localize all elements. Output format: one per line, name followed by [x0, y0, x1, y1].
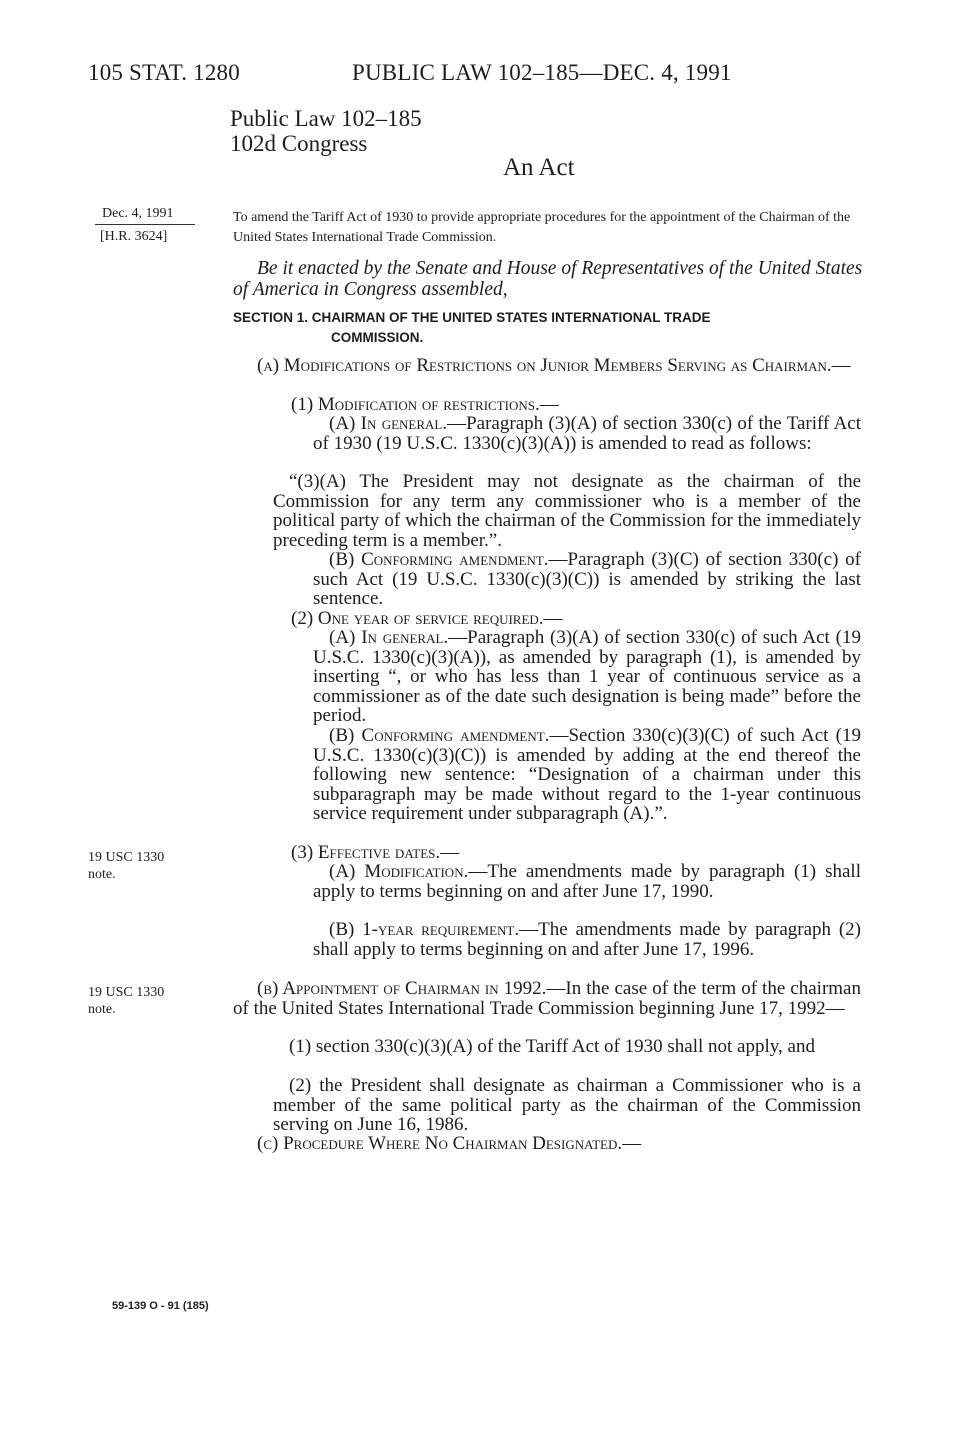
- subparagraph-a3B-head: (B) 1-year requirement.: [329, 919, 520, 940]
- subsection-b-head: (b) Appointment of Chairman in 1992.: [257, 978, 547, 999]
- subparagraph-a3A-head: (A) Modification.: [329, 861, 469, 882]
- paragraph-a1-heading: (1) Modification of restrictions.—: [291, 394, 559, 415]
- margin-divider: [95, 224, 195, 225]
- subparagraph-a2B-text: —Section 330(c)(3)(C) of such Act (19 U.S.C. 1330(c)(3)(C)) is amended by adding at the end thereof the following new sentence: “Designation of a chairman under this subparagraph may be made without regard to the 1-year continuous service requirement under subparagraph (A).”.: [313, 725, 861, 824]
- margin-note-2-line2: note.: [88, 1002, 116, 1017]
- subparagraph-a3A-text: —The amendments made by paragraph (1) shall apply to terms beginning on and after June 17, 1990.: [313, 861, 861, 902]
- paragraph-a2-heading: (2) One year of service required.—: [291, 608, 563, 629]
- paragraph-b2: (2) the President shall designate as chairman a Commissioner who is a member of the same political party as the chairman of the Commission serving on June 16, 1986.: [273, 1075, 861, 1135]
- subsection-a-heading: (a) Modifications of Restrictions on Junior Members Serving as Chairman.—: [257, 355, 851, 376]
- section-1-heading-line2: COMMISSION.: [331, 330, 424, 345]
- subparagraph-a3B-text: —The amendments made by paragraph (2) shall apply to terms beginning on and after June 17, 1996.: [313, 919, 862, 960]
- subsection-c-heading: (c) Procedure Where No Chairman Designated.—: [257, 1133, 642, 1154]
- subparagraph-a2B-head: (B) Conforming amendment.: [329, 725, 550, 746]
- subparagraph-a1B-head: (B) Conforming amendment.: [329, 549, 549, 570]
- stat-reference: 105 STAT. 1280: [88, 60, 240, 85]
- paragraph-a3-heading: (3) Effective dates.—: [291, 842, 460, 863]
- an-act-heading: An Act: [503, 154, 575, 181]
- congress-label: 102d Congress: [230, 131, 368, 156]
- quoted-paragraph-3A: “(3)(A) The President may not designate as the chairman of the Commission for any term any commissioner who is a member of the political party of which the chairman of the Commission for the immediately preceding term is a member.”.: [273, 471, 861, 551]
- margin-note-2: [88, 984, 164, 1018]
- subparagraph-a1A-head: (A) In general.: [329, 413, 448, 434]
- margin-note-1: [88, 849, 164, 883]
- margin-note-2-line1: 19 USC 1330: [88, 985, 165, 1000]
- margin-date: Dec. 4, 1991: [102, 206, 174, 221]
- subparagraph-a1A: [313, 414, 861, 453]
- subparagraph-a1B: [313, 550, 861, 609]
- margin-bill-number: [H.R. 3624]: [100, 229, 168, 244]
- enacting-clause: Be it enacted by the Senate and House of Representatives of the United States of America in Congress assembled,: [233, 258, 863, 300]
- margin-note-1-line1: 19 USC 1330: [88, 850, 165, 865]
- subsection-b-text: —In the case of the term of the chairman of the United States International Trade Commission beginning June 17, 1992—: [233, 978, 861, 1019]
- public-law-number: Public Law 102–185: [230, 106, 422, 131]
- subparagraph-a2B: [313, 726, 861, 824]
- running-title: PUBLIC LAW 102–185—DEC. 4, 1991: [352, 60, 732, 85]
- subparagraph-a3A: [313, 862, 861, 901]
- subsection-b: [233, 979, 861, 1018]
- subparagraph-a1B-text: —Paragraph (3)(C) of section 330(c) of such Act (19 U.S.C. 1330(c)(3)(C)) is amended by striking the last sentence.: [313, 549, 862, 609]
- subparagraph-a2A-head: (A) In general.: [329, 627, 449, 648]
- subparagraph-a3B: [313, 920, 861, 959]
- paragraph-b1: (1) section 330(c)(3)(A) of the Tariff Act of 1930 shall not apply, and: [289, 1036, 815, 1057]
- subparagraph-a2A-text: —Paragraph (3)(A) of section 330(c) of such Act (19 U.S.C. 1330(c)(3)(A)), as amended by paragraph (1), is amended by inserting “, or who has less than 1 year of continuous service as a commissioner as of the date such designation is being made” before the period.: [313, 627, 861, 726]
- purpose-statement: To amend the Tariff Act of 1930 to provide appropriate procedures for the appointment of the Chairman of the United States International Trade Commission.: [233, 210, 851, 245]
- section-1-heading-line1: SECTION 1. CHAIRMAN OF THE UNITED STATES INTERNATIONAL TRADE: [233, 310, 711, 325]
- print-code-footer: 59-139 O - 91 (185): [112, 1300, 209, 1312]
- subparagraph-a1A-text: —Paragraph (3)(A) of section 330(c) of the Tariff Act of 1930 (19 U.S.C. 1330(c)(3)(A)) is amended to read as follows:: [313, 413, 862, 454]
- subparagraph-a2A: [313, 628, 861, 726]
- margin-note-1-line2: note.: [88, 867, 116, 882]
- section-1-heading: [233, 308, 863, 348]
